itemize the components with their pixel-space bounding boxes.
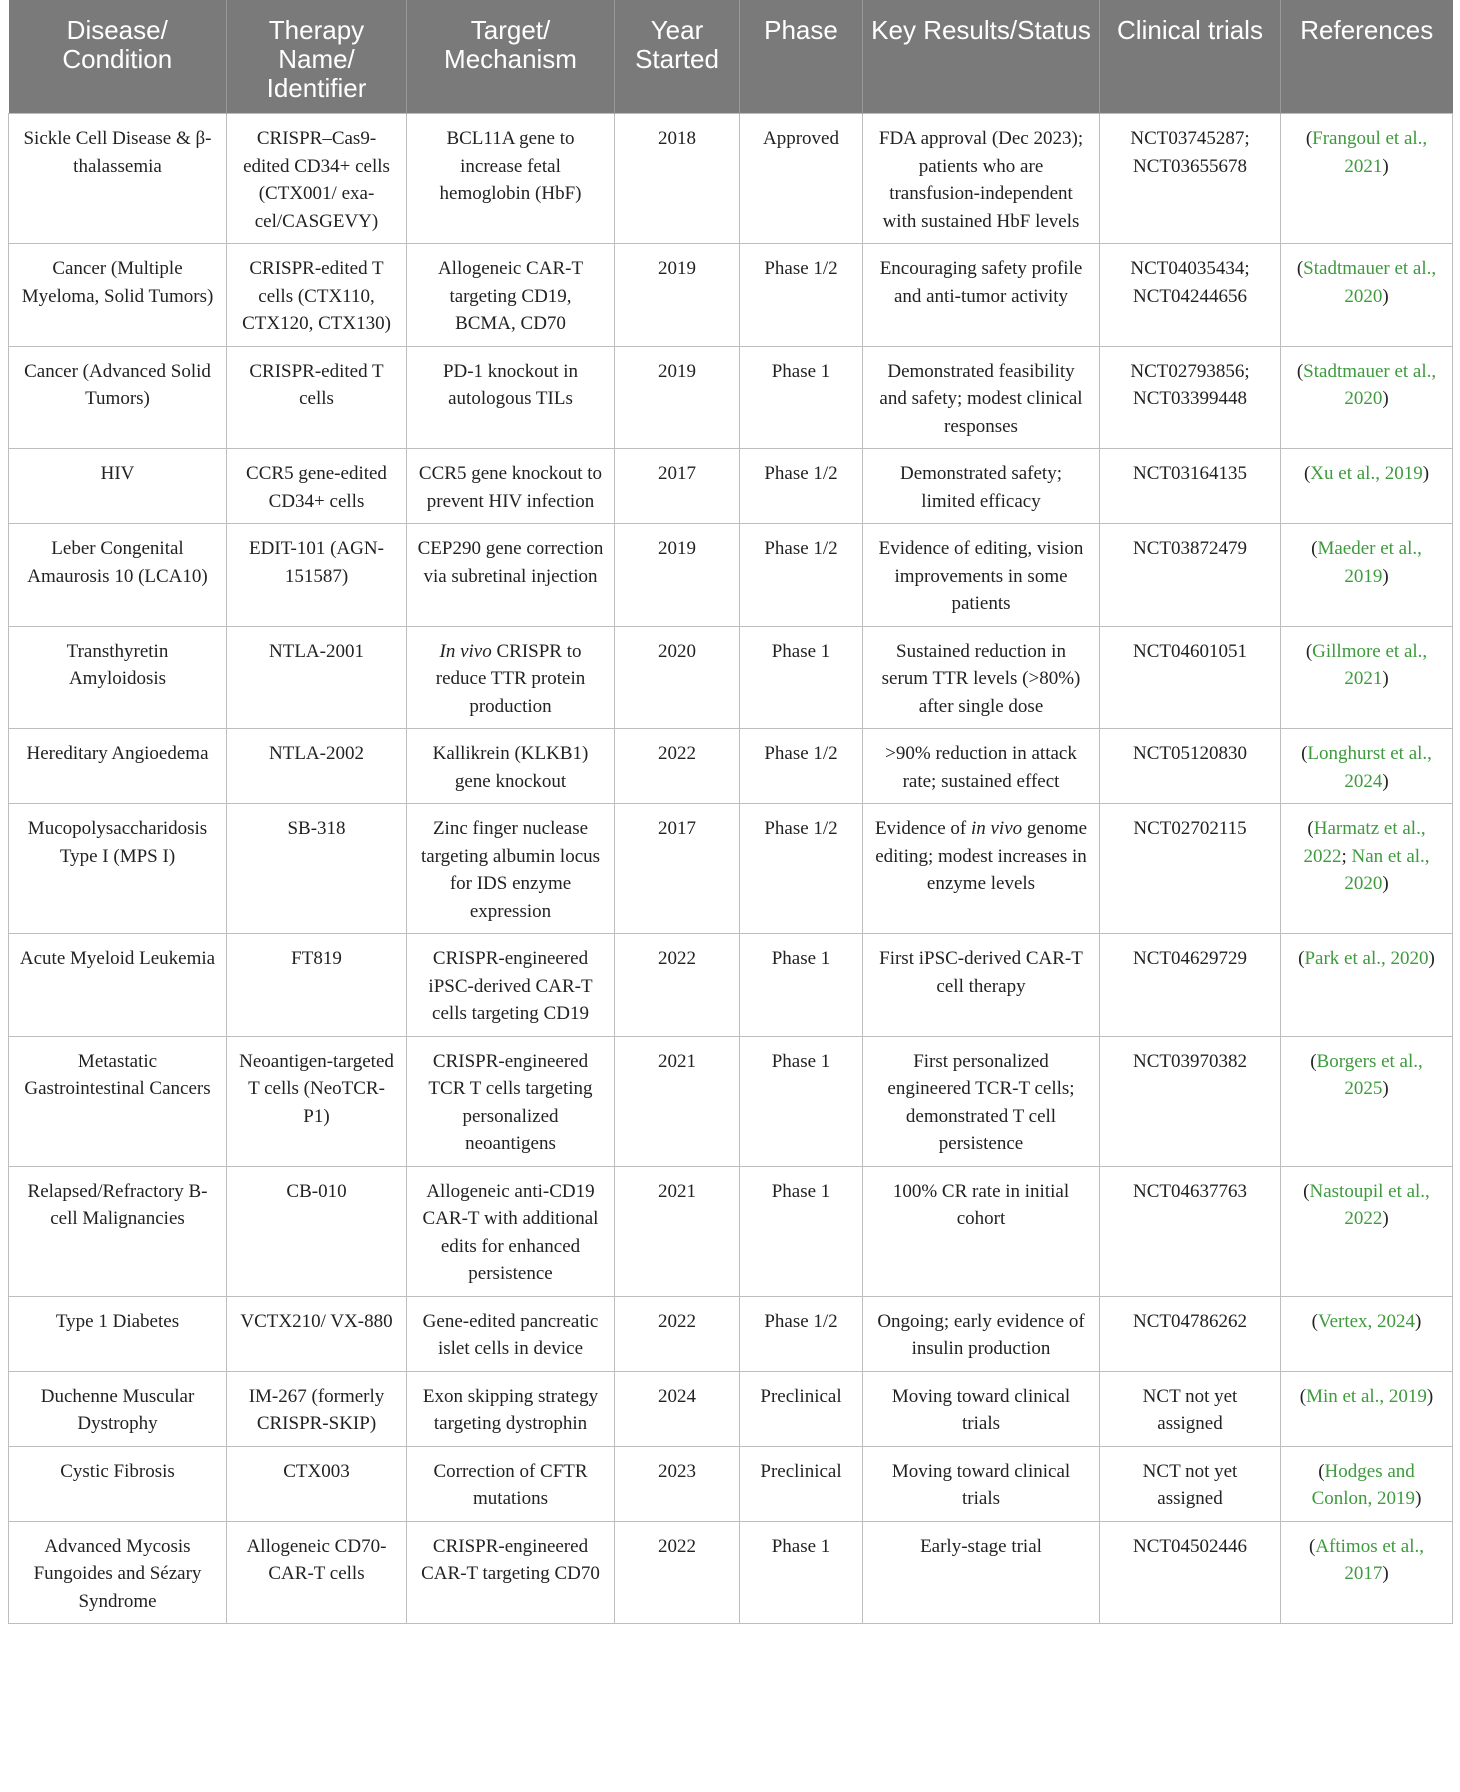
- results-text: Evidence of editing, vision improvements in some patients: [878, 538, 1084, 614]
- therapy-text: SB-318: [287, 818, 346, 839]
- cell-results: [863, 244, 1100, 347]
- cell-target: [407, 1296, 615, 1371]
- year-text: 2021: [658, 1050, 696, 1072]
- cell-references: (Hodges and Conlon, 2019): [1281, 1446, 1453, 1521]
- reference-link[interactable]: Xu et al., 2019: [1310, 463, 1423, 484]
- target-text: CRISPR to reduce TTR protein production: [435, 640, 586, 717]
- cell-target: [407, 729, 615, 804]
- cell-target: [407, 1521, 615, 1624]
- cell-trials: [1100, 244, 1281, 347]
- cell-target: [407, 1371, 615, 1446]
- disease-text: Acute Myeloid Leukemia: [19, 948, 216, 969]
- therapy-text: FT819: [291, 948, 342, 969]
- cell-disease: [9, 1166, 227, 1296]
- results-text: 100% CR rate in initial cohort: [892, 1180, 1070, 1229]
- cell-disease: [9, 244, 227, 347]
- cell-references: (Frangoul et al., 2021): [1281, 114, 1453, 244]
- cell-target: [407, 1036, 615, 1166]
- results-text: Early-stage trial: [920, 1535, 1042, 1557]
- cell-therapy: [227, 1166, 407, 1296]
- cell-references: (Maeder et al., 2019): [1281, 524, 1453, 627]
- reference-link[interactable]: Min et al., 2019: [1306, 1385, 1427, 1407]
- target-text: Exon skipping strategy targeting dystrophin: [422, 1385, 599, 1434]
- reference-link[interactable]: Maeder et al., 2019: [1317, 538, 1422, 587]
- table-header: [9, 0, 1453, 114]
- header-disease: Disease/ Condition: [9, 0, 227, 114]
- cell-phase: [740, 524, 863, 627]
- trials-text: NCT04629729: [1133, 948, 1247, 969]
- header-year: Year Started: [615, 0, 740, 114]
- results-text: Moving toward clinical trials: [891, 1460, 1071, 1509]
- results-italic-text: in vivo: [970, 818, 1023, 839]
- disease-text: Transthyretin Amyloidosis: [66, 640, 169, 689]
- cell-results: [863, 1166, 1100, 1296]
- cell-therapy: [227, 804, 407, 934]
- year-text: 2021: [658, 1180, 696, 1202]
- therapy-text: CTX003: [283, 1460, 350, 1482]
- target-text: CRISPR-engineered TCR T cells targeting personalized neoantigens: [428, 1050, 593, 1154]
- cell-phase: [740, 1371, 863, 1446]
- cell-year: [615, 1371, 740, 1446]
- cell-results: [863, 804, 1100, 934]
- trials-text: NCT not yet assigned: [1142, 1460, 1238, 1509]
- year-text: 2018: [658, 128, 696, 149]
- reference-link[interactable]: Park et al., 2020: [1304, 948, 1429, 969]
- cell-therapy: [227, 1296, 407, 1371]
- cell-therapy: [227, 449, 407, 524]
- year-text: 2022: [658, 1535, 696, 1557]
- table-row: [9, 1371, 1453, 1446]
- cell-therapy: [227, 524, 407, 627]
- cell-phase: [740, 1296, 863, 1371]
- header-row: [9, 0, 1453, 114]
- cell-target: [407, 804, 615, 934]
- target-text: CCR5 gene knockout to prevent HIV infection: [418, 463, 603, 512]
- target-text: Gene-edited pancreatic islet cells in device: [422, 1310, 599, 1359]
- target-text: CEP290 gene correction via subretinal injection: [417, 538, 604, 587]
- cell-therapy: [227, 114, 407, 244]
- reference-link[interactable]: Borgers et al., 2025: [1316, 1050, 1423, 1099]
- disease-text: Metastatic Gastrointestinal Cancers: [24, 1050, 211, 1099]
- table-row: [9, 114, 1453, 244]
- cell-disease: [9, 804, 227, 934]
- trials-text: NCT04601051: [1133, 640, 1247, 662]
- phase-text: Phase 1: [771, 948, 831, 969]
- year-text: 2017: [658, 818, 696, 839]
- cell-disease: [9, 449, 227, 524]
- cell-target: [407, 626, 615, 729]
- therapy-text: VCTX210/ VX-880: [240, 1310, 393, 1332]
- results-text: Moving toward clinical trials: [891, 1385, 1071, 1434]
- cell-references: (Longhurst et al., 2024): [1281, 729, 1453, 804]
- reference-link[interactable]: Stadtmauer et al., 2020: [1303, 360, 1437, 409]
- cell-trials: [1100, 524, 1281, 627]
- target-text: Correction of CFTR mutations: [433, 1460, 588, 1509]
- phase-text: Approved: [763, 128, 839, 149]
- reference-link[interactable]: Hodges and Conlon, 2019: [1311, 1460, 1416, 1509]
- trials-text: NCT04637763: [1133, 1180, 1247, 1202]
- disease-text: Type 1 Diabetes: [55, 1310, 180, 1332]
- cell-year: [615, 114, 740, 244]
- year-text: 2019: [658, 538, 696, 559]
- header-trials: Clinical trials: [1100, 0, 1281, 114]
- cell-target: [407, 524, 615, 627]
- cell-trials: [1100, 114, 1281, 244]
- cell-disease: [9, 626, 227, 729]
- cell-phase: [740, 729, 863, 804]
- cell-phase: [740, 1521, 863, 1624]
- therapy-text: NTLA-2002: [269, 743, 364, 764]
- trials-text: NCT02793856; NCT03399448: [1130, 360, 1250, 409]
- cell-disease: [9, 1296, 227, 1371]
- year-text: 2022: [658, 743, 696, 764]
- cell-references: (Stadtmauer et al., 2020): [1281, 244, 1453, 347]
- cell-therapy: [227, 934, 407, 1037]
- cell-therapy: [227, 244, 407, 347]
- results-text: FDA approval (Dec 2023); patients who are transfusion-independent with sustained HbF levels: [878, 128, 1084, 232]
- table-row: [9, 1446, 1453, 1521]
- cell-target: [407, 346, 615, 449]
- results-pre-text: Evidence of: [874, 818, 971, 839]
- cell-disease: [9, 114, 227, 244]
- cell-references: (Xu et al., 2019): [1281, 449, 1453, 524]
- cell-references: (Stadtmauer et al., 2020): [1281, 346, 1453, 449]
- header-results: Key Results/Status: [863, 0, 1100, 114]
- cell-phase: [740, 1166, 863, 1296]
- year-text: 2019: [658, 360, 696, 382]
- table-row: [9, 449, 1453, 524]
- cell-trials: [1100, 804, 1281, 934]
- phase-text: Phase 1/2: [764, 743, 838, 764]
- cell-disease: [9, 1446, 227, 1521]
- cell-trials: [1100, 1371, 1281, 1446]
- cell-target: [407, 449, 615, 524]
- cell-trials: [1100, 346, 1281, 449]
- disease-text: Cancer (Advanced Solid Tumors): [24, 360, 211, 409]
- cell-year: [615, 804, 740, 934]
- trials-text: NCT04786262: [1133, 1310, 1247, 1332]
- disease-text: Sickle Cell Disease & β-thalassemia: [23, 128, 212, 177]
- phase-text: Preclinical: [760, 1460, 842, 1482]
- reference-link[interactable]: Harmatz et al., 2022: [1303, 818, 1426, 867]
- year-text: 2019: [658, 258, 696, 279]
- phase-text: Phase 1/2: [764, 1310, 838, 1332]
- results-text: genome editing; modest increases in enzyme levels: [875, 818, 1088, 894]
- cell-therapy: [227, 1521, 407, 1624]
- cell-disease: [9, 1371, 227, 1446]
- therapy-text: CB-010: [286, 1180, 347, 1202]
- cell-therapy: [227, 626, 407, 729]
- table-row: [9, 1521, 1453, 1624]
- target-text: CRISPR-engineered iPSC-derived CAR-T cells targeting CD19: [428, 948, 593, 1024]
- cell-year: [615, 449, 740, 524]
- cell-references: (Aftimos et al., 2017): [1281, 1521, 1453, 1624]
- table-row: [9, 804, 1453, 934]
- phase-text: Phase 1/2: [764, 818, 838, 839]
- cell-target: [407, 1166, 615, 1296]
- therapy-text: Allogeneic CD70-CAR-T cells: [246, 1535, 387, 1584]
- trials-text: NCT03970382: [1133, 1050, 1247, 1072]
- trials-text: NCT03745287; NCT03655678: [1130, 128, 1250, 177]
- phase-text: Phase 1: [771, 360, 831, 382]
- cell-trials: [1100, 1166, 1281, 1296]
- cell-trials: [1100, 1521, 1281, 1624]
- phase-text: Preclinical: [760, 1385, 842, 1407]
- disease-text: Advanced Mycosis Fungoides and Sézary Syndrome: [33, 1535, 202, 1612]
- target-text: Allogeneic CAR-T targeting CD19, BCMA, CD70: [437, 258, 584, 334]
- cell-disease: [9, 346, 227, 449]
- table-row: [9, 1296, 1453, 1371]
- reference-link[interactable]: Gillmore et al., 2021: [1312, 640, 1428, 689]
- cell-trials: [1100, 934, 1281, 1037]
- cell-phase: [740, 626, 863, 729]
- clinical-trials-table: [8, 0, 1453, 1624]
- cell-phase: [740, 114, 863, 244]
- phase-text: Phase 1/2: [764, 463, 838, 484]
- phase-text: Phase 1/2: [764, 258, 838, 279]
- reference-link[interactable]: Longhurst et al., 2024: [1307, 743, 1432, 792]
- cell-results: [863, 346, 1100, 449]
- table-row: [9, 524, 1453, 627]
- phase-text: Phase 1: [771, 1050, 831, 1072]
- table-container: [8, 0, 1452, 1624]
- target-text: Allogeneic anti-CD19 CAR-T with additional edits for enhanced persistence: [422, 1180, 599, 1284]
- trials-text: NCT02702115: [1133, 818, 1247, 839]
- cell-target: [407, 244, 615, 347]
- phase-text: Phase 1/2: [764, 538, 838, 559]
- target-italic-text: In vivo: [439, 640, 492, 662]
- cell-references: (Gillmore et al., 2021): [1281, 626, 1453, 729]
- year-text: 2017: [658, 463, 696, 484]
- cell-year: [615, 1036, 740, 1166]
- reference-link[interactable]: Vertex, 2024: [1317, 1310, 1416, 1332]
- cell-therapy: [227, 1036, 407, 1166]
- results-text: Sustained reduction in serum TTR levels (>80%) after single dose: [881, 640, 1081, 717]
- cell-disease: [9, 1521, 227, 1624]
- reference-link[interactable]: Nan et al., 2020: [1344, 845, 1430, 894]
- reference-link[interactable]: Stadtmauer et al., 2020: [1303, 258, 1437, 307]
- year-text: 2022: [658, 1310, 696, 1332]
- disease-text: HIV: [100, 463, 135, 484]
- cell-year: [615, 1296, 740, 1371]
- disease-text: Duchenne Muscular Dystrophy: [40, 1385, 195, 1434]
- therapy-text: IM-267 (formerly CRISPR-SKIP): [248, 1385, 385, 1434]
- therapy-text: NTLA-2001: [269, 640, 364, 662]
- cell-target: [407, 934, 615, 1037]
- cell-therapy: [227, 346, 407, 449]
- target-text: Kallikrein (KLKB1) gene knockout: [432, 743, 589, 792]
- cell-year: [615, 524, 740, 627]
- therapy-text: Neoantigen-targeted T cells (NeoTCR-P1): [239, 1050, 394, 1127]
- disease-text: Leber Congenital Amaurosis 10 (LCA10): [27, 538, 208, 587]
- year-text: 2022: [658, 948, 696, 969]
- cell-results: [863, 1371, 1100, 1446]
- cell-results: [863, 1296, 1100, 1371]
- cell-references: (Park et al., 2020): [1281, 934, 1453, 1037]
- disease-text: Cancer (Multiple Myeloma, Solid Tumors): [21, 258, 214, 307]
- cell-disease: [9, 729, 227, 804]
- reference-link[interactable]: Frangoul et al., 2021: [1312, 128, 1428, 177]
- cell-target: [407, 1446, 615, 1521]
- table-row: [9, 244, 1453, 347]
- reference-link[interactable]: Nastoupil et al., 2022: [1309, 1180, 1430, 1229]
- table-row: [9, 1036, 1453, 1166]
- cell-results: [863, 449, 1100, 524]
- header-phase: Phase: [740, 0, 863, 114]
- cell-target: [407, 114, 615, 244]
- therapy-text: CCR5 gene-edited CD34+ cells: [246, 463, 387, 512]
- cell-disease: [9, 934, 227, 1037]
- cell-results: [863, 729, 1100, 804]
- phase-text: Phase 1: [771, 1535, 831, 1557]
- table-body: [9, 114, 1453, 1624]
- cell-year: [615, 1521, 740, 1624]
- cell-references: (Min et al., 2019): [1281, 1371, 1453, 1446]
- cell-trials: [1100, 1036, 1281, 1166]
- year-text: 2020: [658, 640, 696, 662]
- results-text: Demonstrated feasibility and safety; modest clinical responses: [879, 360, 1083, 437]
- results-text: Ongoing; early evidence of insulin production: [877, 1310, 1085, 1359]
- cell-therapy: [227, 1446, 407, 1521]
- table-row: [9, 934, 1453, 1037]
- disease-text: Mucopolysaccharidosis Type I (MPS I): [27, 818, 208, 867]
- results-text: First iPSC-derived CAR-T cell therapy: [879, 948, 1083, 997]
- cell-references: (Nastoupil et al., 2022): [1281, 1166, 1453, 1296]
- cell-trials: [1100, 729, 1281, 804]
- table-row: [9, 626, 1453, 729]
- trials-text: NCT05120830: [1133, 743, 1247, 764]
- table-row: [9, 346, 1453, 449]
- cell-phase: [740, 1446, 863, 1521]
- header-therapy: Therapy Name/ Identifier: [227, 0, 407, 114]
- target-text: Zinc finger nuclease targeting albumin locus for IDS enzyme expression: [420, 818, 601, 922]
- cell-results: [863, 1446, 1100, 1521]
- phase-text: Phase 1: [771, 1180, 831, 1202]
- cell-trials: [1100, 626, 1281, 729]
- year-text: 2023: [658, 1460, 696, 1482]
- cell-year: [615, 934, 740, 1037]
- year-text: 2024: [658, 1385, 696, 1407]
- results-text: First personalized engineered TCR-T cells; demonstrated T cell persistence: [887, 1050, 1075, 1154]
- cell-trials: [1100, 1446, 1281, 1521]
- cell-references: (Borgers et al., 2025): [1281, 1036, 1453, 1166]
- target-text: PD-1 knockout in autologous TILs: [442, 360, 579, 409]
- cell-year: [615, 1166, 740, 1296]
- cell-year: [615, 729, 740, 804]
- cell-trials: [1100, 449, 1281, 524]
- cell-trials: [1100, 1296, 1281, 1371]
- cell-references: (Vertex, 2024): [1281, 1296, 1453, 1371]
- target-text: BCL11A gene to increase fetal hemoglobin (HbF): [439, 128, 582, 204]
- cell-phase: [740, 346, 863, 449]
- cell-results: [863, 524, 1100, 627]
- trials-text: NCT04502446: [1133, 1535, 1247, 1557]
- results-text: Encouraging safety profile and anti-tumor activity: [879, 258, 1083, 307]
- trials-text: NCT03164135: [1133, 463, 1247, 484]
- results-text: >90% reduction in attack rate; sustained effect: [885, 743, 1077, 792]
- disease-text: Cystic Fibrosis: [60, 1460, 175, 1482]
- header-target: Target/ Mechanism: [407, 0, 615, 114]
- cell-results: [863, 934, 1100, 1037]
- target-text: CRISPR-engineered CAR-T targeting CD70: [421, 1535, 600, 1584]
- cell-disease: [9, 1036, 227, 1166]
- trials-text: NCT not yet assigned: [1142, 1385, 1238, 1434]
- therapy-text: CRISPR-edited T cells (CTX110, CTX120, CTX130): [242, 258, 391, 334]
- cell-year: [615, 244, 740, 347]
- disease-text: Relapsed/Refractory B-cell Malignancies: [27, 1180, 208, 1229]
- phase-text: Phase 1: [771, 640, 831, 662]
- cell-therapy: [227, 729, 407, 804]
- trials-text: NCT03872479: [1133, 538, 1247, 559]
- header-references: References: [1281, 0, 1453, 114]
- results-text: Demonstrated safety; limited efficacy: [900, 463, 1062, 512]
- cell-results: [863, 1521, 1100, 1624]
- trials-text: NCT04035434; NCT04244656: [1130, 258, 1250, 307]
- cell-references: (Harmatz et al., 2022; Nan et al., 2020): [1281, 804, 1453, 934]
- cell-results: [863, 1036, 1100, 1166]
- cell-phase: [740, 449, 863, 524]
- reference-link[interactable]: Aftimos et al., 2017: [1315, 1535, 1425, 1584]
- cell-year: [615, 1446, 740, 1521]
- cell-phase: [740, 1036, 863, 1166]
- cell-results: [863, 626, 1100, 729]
- therapy-text: EDIT-101 (AGN-151587): [249, 538, 384, 587]
- cell-phase: [740, 244, 863, 347]
- table-row: [9, 729, 1453, 804]
- therapy-text: CRISPR-edited T cells: [249, 360, 384, 409]
- cell-results: [863, 114, 1100, 244]
- table-row: [9, 1166, 1453, 1296]
- cell-year: [615, 346, 740, 449]
- cell-year: [615, 626, 740, 729]
- cell-disease: [9, 524, 227, 627]
- cell-phase: [740, 934, 863, 1037]
- therapy-text: CRISPR–Cas9-edited CD34+ cells (CTX001/ exa-cel/CASGEVY): [243, 128, 390, 232]
- cell-therapy: [227, 1371, 407, 1446]
- cell-phase: [740, 804, 863, 934]
- disease-text: Hereditary Angioedema: [26, 743, 209, 764]
